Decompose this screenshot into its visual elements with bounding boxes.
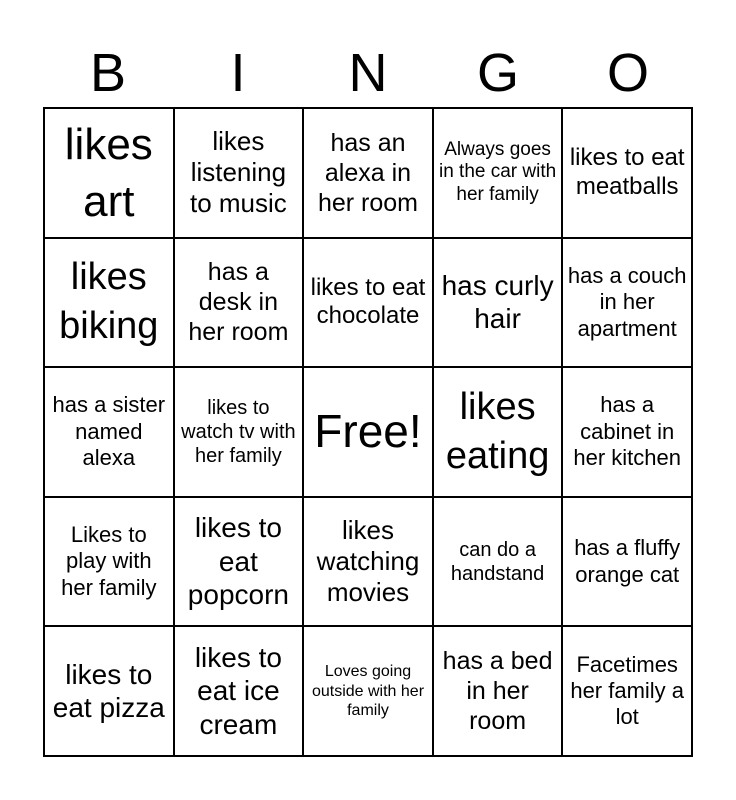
bingo-cell[interactable] <box>174 108 304 238</box>
cell-text: likes biking <box>59 256 159 348</box>
cell-text: likes eating <box>445 385 550 477</box>
cell-text: likes to eat chocolate <box>310 273 426 330</box>
cell-text: Facetimes her family a lot <box>570 651 685 730</box>
bingo-cell[interactable] <box>174 367 304 497</box>
bingo-cell[interactable] <box>303 497 433 627</box>
cell-text: has a fluffy orange cat <box>574 535 681 587</box>
cell-text: likes to eat meatballs <box>569 144 685 200</box>
cell-text: likes to watch tv with her family <box>181 396 296 467</box>
cell-text: has a bed in her room <box>442 647 553 736</box>
cell-text: can do a handstand <box>450 538 545 585</box>
cell-text: has a desk in her room <box>188 258 289 347</box>
header-letter-o: O <box>606 43 649 103</box>
header-letter-i: I <box>230 43 246 103</box>
bingo-cell[interactable] <box>433 108 563 238</box>
bingo-cell[interactable] <box>433 626 563 756</box>
free-space-cell[interactable] <box>303 367 433 497</box>
cell-text: likes to eat popcorn <box>187 512 289 611</box>
bingo-cell[interactable] <box>44 626 174 756</box>
bingo-cell[interactable] <box>433 497 563 627</box>
bingo-cell[interactable] <box>433 367 563 497</box>
bingo-board <box>43 107 693 757</box>
bingo-cell[interactable] <box>174 626 304 756</box>
cell-text: likes art <box>64 119 153 226</box>
cell-text: likes to eat pizza <box>52 658 165 724</box>
cell-text: Likes to play with her family <box>61 522 157 600</box>
bingo-cell[interactable] <box>44 497 174 627</box>
cell-text: has a sister named alexa <box>52 392 166 471</box>
bingo-header <box>43 40 693 106</box>
bingo-cell[interactable] <box>562 626 692 756</box>
bingo-cell[interactable] <box>433 238 563 368</box>
bingo-cell[interactable] <box>303 238 433 368</box>
cell-text: has a couch in her apartment <box>567 262 687 341</box>
header-letter-g: G <box>476 43 519 103</box>
cell-text: likes to eat ice cream <box>194 641 282 740</box>
bingo-cell[interactable] <box>44 108 174 238</box>
bingo-cell[interactable] <box>44 367 174 497</box>
bingo-cell[interactable] <box>44 238 174 368</box>
bingo-cell[interactable] <box>174 497 304 627</box>
cell-text: has a cabinet in her kitchen <box>573 392 681 471</box>
cell-text: has an alexa in her room <box>317 128 419 217</box>
header-letter-b: B <box>89 43 127 103</box>
cell-text: likes listening to music <box>189 126 287 219</box>
header-letter-n: N <box>348 43 388 103</box>
bingo-cell[interactable] <box>303 108 433 238</box>
cell-text: Loves going outside with her family <box>311 663 425 719</box>
cell-text: has curly hair <box>441 269 554 335</box>
bingo-cell[interactable] <box>562 238 692 368</box>
bingo-cell[interactable] <box>174 238 304 368</box>
free-space-text: Free! <box>314 405 422 458</box>
bingo-cell[interactable] <box>562 108 692 238</box>
cell-text: Always goes in the car with her family <box>438 138 557 206</box>
cell-text: likes watching movies <box>316 514 420 608</box>
bingo-cell[interactable] <box>562 367 692 497</box>
bingo-cell[interactable] <box>303 626 433 756</box>
bingo-cell[interactable] <box>562 497 692 627</box>
